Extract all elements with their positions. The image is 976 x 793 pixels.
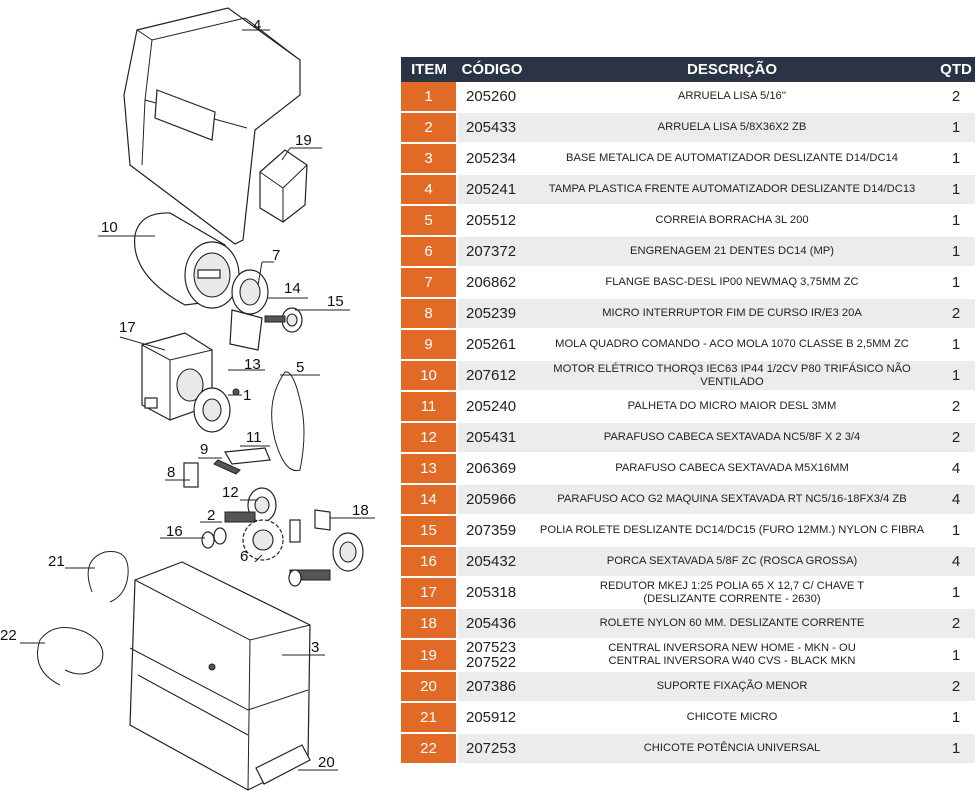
item-code-text: 205234: [466, 150, 517, 167]
item-description-text: PARAFUSO CABECA SEXTAVADA NC5/8F X 2 3/4: [603, 431, 861, 443]
callout-10: 10: [101, 219, 118, 236]
item-code: [457, 515, 527, 546]
item-qty: 4: [937, 453, 975, 484]
item-qty: 1: [937, 205, 975, 236]
item-number: 20: [401, 671, 457, 702]
item-code: [457, 422, 527, 453]
item-description: [527, 639, 937, 671]
table-row: [401, 453, 975, 484]
table-row: [401, 112, 975, 143]
callout-18: 18: [352, 502, 369, 519]
part-roller-pulley: [265, 308, 302, 332]
item-number: 16: [401, 546, 457, 577]
callout-15: 15: [327, 293, 344, 310]
item-description-text: PORCA SEXTAVADA 5/8F ZC (ROSCA GROSSA): [606, 555, 858, 567]
item-description: [527, 577, 937, 608]
item-qty: 2: [937, 82, 975, 112]
item-code: [457, 236, 527, 267]
item-code: [457, 733, 527, 764]
item-code-text: 205912: [466, 709, 517, 726]
item-description: [527, 298, 937, 329]
callout-17: 17: [119, 319, 136, 336]
table-row: [401, 577, 975, 608]
table-row: [401, 205, 975, 236]
item-code: [457, 639, 527, 671]
callout-14: 14: [284, 280, 301, 297]
item-qty: 4: [937, 484, 975, 515]
callout-4: 4: [253, 17, 262, 34]
item-description-text: ENGRENAGEM 21 DENTES DC14 (MP): [630, 245, 834, 257]
item-number: 12: [401, 422, 457, 453]
part-control-board: [260, 150, 307, 222]
parts-table: [401, 57, 975, 765]
table-row: [401, 391, 975, 422]
item-code-text: 206369: [466, 460, 517, 477]
table-row: [401, 329, 975, 360]
callout-3: 3: [311, 639, 320, 656]
item-description: [527, 112, 937, 143]
item-description: [527, 143, 937, 174]
item-description: [527, 484, 937, 515]
item-qty: 1: [937, 360, 975, 391]
part-harness-micro: [88, 551, 128, 602]
item-number: 14: [401, 484, 457, 515]
item-number: 18: [401, 608, 457, 639]
callout-2: 2: [207, 507, 216, 524]
item-description-text: REDUTOR MKEJ 1:25 POLIA 65 X 12,7 C/ CHAVE T: [599, 579, 865, 592]
header-code: CÓDIGO: [457, 57, 527, 82]
item-description-text: CORREIA BORRACHA 3L 200: [655, 214, 809, 226]
item-code-text: 207372: [466, 243, 517, 260]
header-qty: QTD: [937, 57, 975, 82]
item-qty: 1: [937, 329, 975, 360]
item-code: [457, 453, 527, 484]
item-description: [527, 608, 937, 639]
item-description: [527, 546, 937, 577]
item-code: [457, 484, 527, 515]
item-number: 4: [401, 174, 457, 205]
table-row: [401, 174, 975, 205]
item-code: [457, 608, 527, 639]
item-description-text: PARAFUSO ACO G2 MAQUINA SEXTAVADA RT NC5/16-18FX3/4 ZB: [557, 493, 907, 505]
table-row: [401, 360, 975, 391]
callout-5: 5: [296, 359, 305, 376]
callout-21: 21: [48, 553, 65, 570]
item-number: 2: [401, 112, 457, 143]
header-item: ITEM: [401, 57, 457, 82]
item-description: [527, 702, 937, 733]
part-flange: [230, 270, 268, 350]
item-description-text: ARRUELA LISA 5/16'': [677, 90, 787, 102]
item-description: [527, 267, 937, 298]
item-code-text: 207386: [466, 678, 517, 695]
table-row: [401, 733, 975, 764]
callout-9: 9: [200, 441, 209, 458]
item-code-text: 205436: [466, 615, 517, 632]
item-description-secondary: CENTRAL INVERSORA W40 CVS - BLACK MKN: [608, 655, 856, 667]
item-code: [457, 671, 527, 702]
item-code: [457, 298, 527, 329]
part-roller: [289, 510, 363, 586]
item-number: 3: [401, 143, 457, 174]
item-number: 1: [401, 82, 457, 112]
item-code: [457, 267, 527, 298]
callout-7: 7: [272, 247, 281, 264]
item-number: 19: [401, 639, 457, 671]
item-qty: 2: [937, 422, 975, 453]
item-description-text: MICRO INTERRUPTOR FIM DE CURSO IR/E3 20A: [602, 307, 862, 319]
item-description-secondary: (DESLIZANTE CORRENTE - 2630): [643, 592, 821, 605]
item-description-text: ROLETE NYLON 60 MM. DESLIZANTE CORRENTE: [599, 617, 865, 629]
item-description: [527, 733, 937, 764]
item-description-text: TAMPA PLASTICA FRENTE AUTOMATIZADOR DESLIZANTE D14/DC13: [548, 183, 916, 195]
item-description: [527, 82, 937, 112]
item-description: [527, 422, 937, 453]
table-row: [401, 422, 975, 453]
table-row: [401, 639, 975, 671]
item-description: [527, 391, 937, 422]
table-row: [401, 608, 975, 639]
item-code-text: 207359: [466, 522, 517, 539]
item-description-text: PARAFUSO CABECA SEXTAVADA M5X16MM: [615, 462, 849, 474]
table-row: [401, 143, 975, 174]
item-description-text: CHICOTE POTÊNCIA UNIVERSAL: [643, 742, 821, 754]
item-number: 11: [401, 391, 457, 422]
callout-13: 13: [244, 356, 261, 373]
table-row: [401, 515, 975, 546]
callout-6: 6: [240, 548, 249, 565]
callout-1: 1: [243, 387, 252, 404]
item-code-text: 205431: [466, 429, 517, 446]
table-row: [401, 236, 975, 267]
item-code: [457, 546, 527, 577]
item-number: 13: [401, 453, 457, 484]
item-number: 5: [401, 205, 457, 236]
table-row: [401, 702, 975, 733]
item-description-text: MOTOR ELÉTRICO THORQ3 IEC63 IP44 1/2CV P80 TRIFÁSICO NÃO VENTILADO: [553, 362, 911, 388]
table-row: [401, 267, 975, 298]
table-row: [401, 546, 975, 577]
table-row: [401, 82, 975, 112]
item-code-text: 205260: [466, 88, 517, 105]
item-number: 15: [401, 515, 457, 546]
item-qty: 4: [937, 546, 975, 577]
item-description-text: CHICOTE MICRO: [686, 711, 778, 723]
callout-12: 12: [222, 484, 239, 501]
table-header: [401, 57, 975, 82]
item-code-text: 205512: [466, 212, 517, 229]
callout-11: 11: [246, 429, 262, 446]
part-belt: [272, 372, 304, 471]
item-number: 6: [401, 236, 457, 267]
item-code: [457, 391, 527, 422]
callout-20: 20: [318, 754, 335, 771]
item-qty: 1: [937, 267, 975, 298]
item-qty: 1: [937, 236, 975, 267]
item-code-text: 205240: [466, 398, 517, 415]
item-qty: 2: [937, 671, 975, 702]
item-description: [527, 671, 937, 702]
item-description-text: BASE METALICA DE AUTOMATIZADOR DESLIZANTE D14/DC14: [566, 152, 898, 164]
item-code-text: 207253: [466, 740, 517, 757]
part-harness-power: [38, 628, 103, 686]
item-description: [527, 360, 937, 391]
item-number: 21: [401, 702, 457, 733]
item-description: [527, 205, 937, 236]
callout-22: 22: [0, 627, 17, 644]
item-code: [457, 577, 527, 608]
item-number: 17: [401, 577, 457, 608]
item-qty: 1: [937, 515, 975, 546]
item-description: [527, 236, 937, 267]
callout-8: 8: [167, 464, 176, 481]
table-body: [401, 82, 975, 764]
item-description-text: POLIA ROLETE DESLIZANTE DC14/DC15 (FURO 12MM.) NYLON C FIBRA: [539, 524, 925, 536]
header-description: DESCRIÇÃO: [527, 57, 937, 82]
item-description-text: PALHETA DO MICRO MAIOR DESL 3MM: [627, 400, 837, 412]
item-code: [457, 360, 527, 391]
item-code-text: 205966: [466, 491, 517, 508]
item-qty: 2: [937, 608, 975, 639]
item-code-text: 205261: [466, 336, 517, 353]
item-code: [457, 112, 527, 143]
item-qty: 1: [937, 733, 975, 764]
item-code-secondary: 207522: [466, 654, 517, 671]
item-qty: 1: [937, 702, 975, 733]
item-code: [457, 702, 527, 733]
item-code-text: 205433: [466, 119, 517, 136]
item-qty: 1: [937, 174, 975, 205]
item-number: 7: [401, 267, 457, 298]
exploded-diagram: [0, 0, 400, 793]
callout-16: 16: [166, 523, 183, 540]
item-description-text: MOLA QUADRO COMANDO - ACO MOLA 1070 CLASSE B 2,5MM ZC: [555, 338, 909, 350]
table-row: [401, 671, 975, 702]
item-qty: 1: [937, 639, 975, 671]
item-code: [457, 329, 527, 360]
table-row: [401, 298, 975, 329]
item-code: [457, 205, 527, 236]
item-description-text: ARRUELA LISA 5/8X36X2 ZB: [657, 121, 807, 133]
item-code-text: 207612: [466, 367, 517, 384]
item-description-text: FLANGE BASC-DESL IP00 NEWMAQ 3,75MM ZC: [605, 276, 859, 288]
item-qty: 1: [937, 112, 975, 143]
item-description-text: SUPORTE FIXAÇÃO MENOR: [656, 680, 808, 692]
item-description-text: CENTRAL INVERSORA NEW HOME - MKN - OU: [608, 642, 856, 654]
item-description: [527, 515, 937, 546]
item-code: [457, 143, 527, 174]
item-description: [527, 329, 937, 360]
item-number: 10: [401, 360, 457, 391]
item-qty: 2: [937, 391, 975, 422]
item-code-text: 205239: [466, 305, 517, 322]
item-number: 22: [401, 733, 457, 764]
item-code-text: 205241: [466, 181, 517, 198]
item-description: [527, 453, 937, 484]
item-code-text: 205432: [466, 553, 517, 570]
item-number: 8: [401, 298, 457, 329]
item-code-text: 207523: [466, 639, 517, 656]
item-code: [457, 174, 527, 205]
item-description: [527, 174, 937, 205]
item-code-text: 205318: [466, 584, 517, 601]
callout-19: 19: [295, 132, 312, 149]
part-switch-bracket: [184, 448, 270, 487]
item-number: 9: [401, 329, 457, 360]
item-qty: 2: [937, 298, 975, 329]
item-code: [457, 82, 527, 112]
item-qty: 1: [937, 577, 975, 608]
table-row: [401, 484, 975, 515]
item-code-text: 206862: [466, 274, 517, 291]
item-qty: 1: [937, 143, 975, 174]
